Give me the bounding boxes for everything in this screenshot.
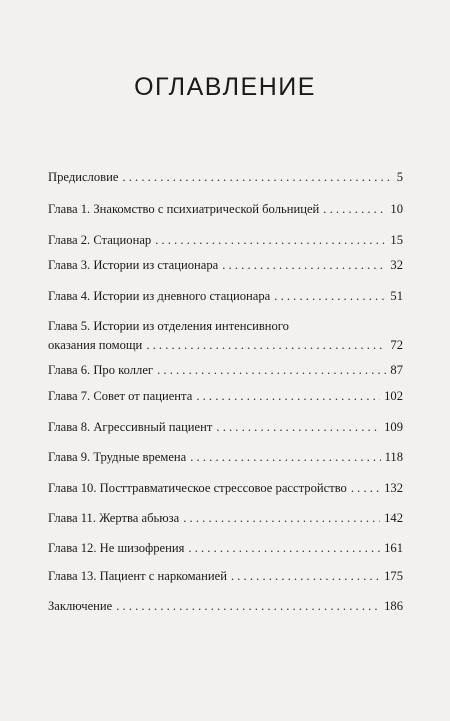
toc-entry-title: Заключение (48, 599, 113, 613)
toc-entry-title: Глава 1. Знакомство с психиатрической больницей (48, 202, 320, 216)
dot-leader (196, 387, 380, 406)
dot-leader (157, 361, 386, 380)
dot-leader (116, 597, 380, 616)
toc-entry-page: 72 (390, 338, 403, 352)
toc-entry-page: 102 (384, 389, 403, 403)
dot-leader (188, 539, 380, 558)
dot-leader (323, 200, 386, 219)
toc-entry-chapter-10 (48, 479, 403, 498)
toc-entry-page: 15 (390, 233, 403, 247)
toc-entry-conclusion (48, 597, 403, 616)
toc-entry-title: Предисловие (48, 170, 119, 184)
toc-entry-title: Глава 9. Трудные времена (48, 450, 187, 464)
dot-leader (122, 168, 392, 187)
toc-entry-page: 161 (384, 541, 403, 555)
toc-entry-chapter-5 (48, 317, 403, 355)
toc-entry-title: Глава 8. Агрессивный пациент (48, 420, 213, 434)
dot-leader (351, 479, 380, 498)
toc-entry-page: 175 (384, 569, 403, 583)
toc-entry-page: 118 (384, 450, 403, 464)
toc-entry-chapter-13 (48, 567, 403, 586)
toc-entry-chapter-11 (48, 509, 403, 528)
dot-leader (155, 231, 386, 250)
toc-entry-page: 109 (384, 420, 403, 434)
toc-entry-page: 10 (390, 202, 403, 216)
toc-entry-page: 142 (384, 511, 403, 525)
toc-entry-title: Глава 13. Пациент с наркоманией (48, 569, 227, 583)
toc-entry-page: 51 (390, 289, 403, 303)
toc-entry-chapter-8 (48, 418, 403, 437)
toc-entry-chapter-12 (48, 539, 403, 558)
dot-leader (231, 567, 380, 586)
toc-entry-title: Глава 2. Стационар (48, 233, 152, 247)
toc-entry-title-line2: оказания помощи (48, 338, 143, 352)
toc-entry-chapter-7 (48, 387, 403, 406)
toc-entry-page: 132 (384, 481, 403, 495)
dot-leader (183, 509, 380, 528)
toc-entry-title-line1: Глава 5. Истории из отделения интенсивного (48, 319, 289, 333)
toc-entry-chapter-3 (48, 256, 403, 275)
toc-entry-chapter-9 (48, 448, 403, 467)
toc-entry-chapter-1 (48, 200, 403, 219)
toc-entry-title: Глава 11. Жертва абьюза (48, 511, 180, 525)
dot-leader (216, 418, 380, 437)
dot-leader (274, 287, 386, 306)
toc-entry-title: Глава 3. Истории из стационара (48, 258, 219, 272)
toc-entry-page: 32 (390, 258, 403, 272)
toc-entry-title: Глава 4. Истории из дневного стационара (48, 289, 271, 303)
toc-entry-chapter-2 (48, 231, 403, 250)
toc-entry-page: 5 (396, 170, 403, 184)
toc-entry-title: Глава 12. Не шизофрения (48, 541, 185, 555)
dot-leader (190, 448, 380, 467)
toc-entry-title: Глава 6. Про коллег (48, 363, 154, 377)
toc-entry-chapter-6 (48, 361, 403, 380)
toc-entry-title: Глава 10. Посттравматическое стрессовое расстройство (48, 481, 347, 495)
toc-entry-preface (48, 168, 403, 187)
toc-entry-page: 87 (390, 363, 403, 377)
dot-leader (146, 336, 386, 355)
toc-entry-page: 186 (384, 599, 403, 613)
toc-entry-chapter-4 (48, 287, 403, 306)
page-title: ОГЛАВЛЕНИЕ (134, 72, 316, 101)
toc-entry-title: Глава 7. Совет от пациента (48, 389, 193, 403)
dot-leader (222, 256, 386, 275)
